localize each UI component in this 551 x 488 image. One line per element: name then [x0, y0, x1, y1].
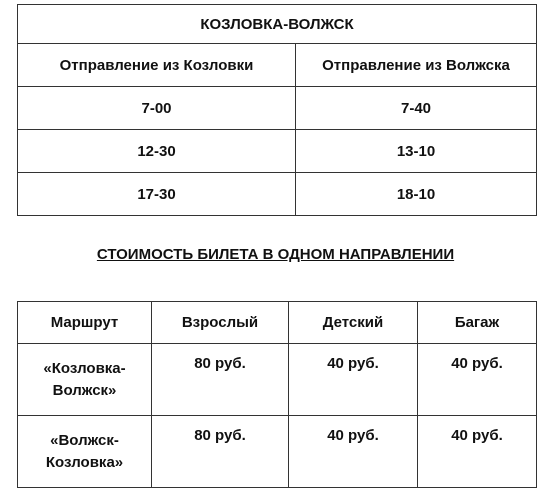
departure-time-kozlovka: 12-30 — [18, 130, 296, 173]
route-name — [18, 416, 152, 488]
route-name-line2: Волжск» — [52, 381, 117, 399]
table-row — [18, 130, 537, 173]
column-header-departure-kozlovka: Отправление из Козловки — [18, 44, 296, 87]
price-table — [17, 301, 537, 488]
departure-time-kozlovka: 7-00 — [18, 87, 296, 130]
schedule-title: КОЗЛОВКА-ВОЛЖСК — [18, 5, 537, 44]
child-price: 40 руб. — [289, 344, 418, 416]
column-header-route: Маршрут — [18, 302, 152, 344]
price-section-heading: СТОИМОСТЬ БИЛЕТА В ОДНОМ НАПРАВЛЕНИИ — [96, 246, 455, 263]
adult-price: 80 руб. — [152, 416, 289, 488]
luggage-price: 40 руб. — [418, 344, 537, 416]
departure-time-volzhsk: 7-40 — [296, 87, 537, 130]
column-header-adult: Взрослый — [152, 302, 289, 344]
luggage-price: 40 руб. — [418, 416, 537, 488]
route-name-line1: «Волжск- — [50, 431, 119, 449]
column-header-child: Детский — [289, 302, 418, 344]
price-header-row — [18, 302, 537, 344]
departure-time-volzhsk: 18-10 — [296, 173, 537, 216]
departure-time-volzhsk: 13-10 — [296, 130, 537, 173]
child-price: 40 руб. — [289, 416, 418, 488]
schedule-header-row — [18, 44, 537, 87]
route-name — [18, 344, 152, 416]
table-row — [18, 173, 537, 216]
adult-price: 80 руб. — [152, 344, 289, 416]
schedule-title-row — [18, 5, 537, 44]
table-row — [18, 344, 537, 416]
column-header-departure-volzhsk: Отправление из Волжска — [296, 44, 537, 87]
column-header-luggage: Багаж — [418, 302, 537, 344]
route-name-line1: «Козловка- — [43, 359, 126, 377]
table-row — [18, 416, 537, 488]
route-name-line2: Козловка» — [45, 453, 124, 471]
schedule-table — [17, 4, 537, 216]
departure-time-kozlovka: 17-30 — [18, 173, 296, 216]
table-row — [18, 87, 537, 130]
